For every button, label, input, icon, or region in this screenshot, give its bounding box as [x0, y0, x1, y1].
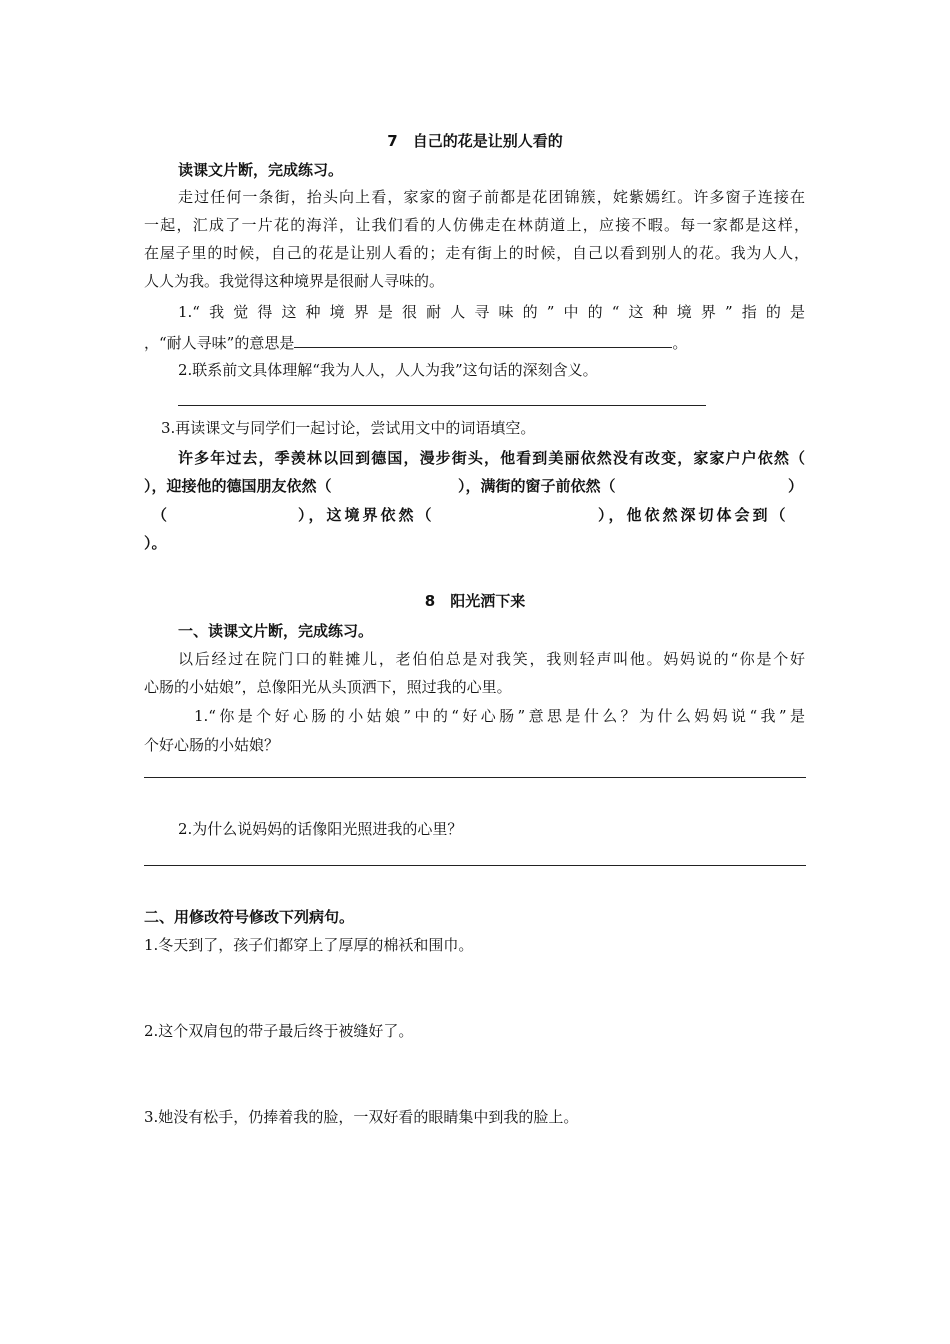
sentence-2: 2.这个双肩包的带子最后终于被缝好了。: [144, 1022, 414, 1040]
lesson7-passage-line-4: 人人为我。我觉得这种境界是很耐人寻味的。: [144, 272, 445, 290]
lesson7-title: 7 自己的花是让别人看的: [387, 132, 563, 150]
lesson7-instruction: 读课文片断，完成练习。: [178, 161, 344, 179]
lesson7-q2-answer-line[interactable]: [178, 405, 706, 406]
lesson7-fill-line2a: ），迎接他的德国朋友依然（: [144, 477, 332, 495]
sentence-3: 3.她没有松手，仍捧着我的脸，一双好看的眼睛集中到我的脸上。: [144, 1108, 579, 1126]
lesson7-fill-line4: ）。: [144, 534, 167, 552]
lesson7-fill-line2c: ）: [788, 477, 804, 495]
lesson7-q1-prefix: ，“耐人寻味”的意思是: [144, 334, 295, 352]
lesson7-fill-line3b: ），这境界依然（: [298, 506, 435, 524]
lesson7-passage-line-1: 走过任何一条街，抬头向上看，家家的窗子前都是花团锦簇，姹紫嫣红。许多窗子连接在: [178, 188, 805, 206]
lesson7-fill-line3c: ），他依然深切体会到（: [598, 506, 789, 524]
lesson8-q1-line1: 1.“你是个好心肠的小姑娘”中的“好心肠”意思是什么？为什么妈妈说“我”是: [194, 707, 805, 725]
lesson8-q2: 2.为什么说妈妈的话像阳光照进我的心里？: [178, 820, 463, 838]
lesson8-title: 8 阳光洒下来: [424, 592, 526, 610]
lesson7-q3: 3.再读课文与同学们一起讨论，尝试用文中的词语填空。: [161, 419, 536, 437]
lesson7-fill-line1: 许多年过去，季羡林以回到德国，漫步街头，他看到美丽依然没有改变，家家户户依然（: [178, 449, 805, 467]
lesson8-passage-line-2: 心肠的小姑娘”，总像阳光从头顶洒下，照过我的心里。: [144, 678, 512, 696]
lesson8-part1-heading: 一、读课文片断，完成练习。: [178, 622, 374, 640]
lesson7-q1-line2: [144, 331, 687, 354]
lesson7-q1-line1: 1.“我觉得这种境界是很耐人寻味的”中的“这种境界”指的是: [178, 303, 805, 321]
lesson7-q2: 2.联系前文具体理解“我为人人，人人为我”这句话的深刻含义。: [178, 361, 598, 379]
lesson8-part2-heading: 二、用修改符号修改下列病句。: [144, 908, 355, 926]
lesson7-fill-line2b: ），满街的窗子前依然（: [458, 477, 616, 495]
sentence-1: 1.冬天到了，孩子们都穿上了厚厚的棉袄和围巾。: [144, 936, 474, 954]
lesson7-passage-line-2: 一起，汇成了一片花的海洋，让我们看的人仿佛走在林荫道上，应接不暇。每一家都是这样，: [144, 216, 809, 234]
lesson7-q1-suffix: 。: [672, 334, 688, 352]
lesson7-passage-line-3: 在屋子里的时候，自己的花是让别人看的；走有街上的时候，自己以看到别人的花。我为人人，: [144, 244, 809, 262]
lesson7-fill-line3a: （: [152, 506, 168, 524]
lesson7-q1-answer-blank[interactable]: [294, 331, 672, 348]
lesson8-q1-answer-line[interactable]: [144, 777, 806, 778]
lesson8-q2-answer-line[interactable]: [144, 865, 806, 866]
lesson8-passage-line-1: 以后经过在院门口的鞋摊儿，老伯伯总是对我笑，我则轻声叫他。妈妈说的“你是个好: [178, 650, 805, 668]
lesson8-q1-line2: 个好心肠的小姑娘？: [144, 736, 280, 754]
